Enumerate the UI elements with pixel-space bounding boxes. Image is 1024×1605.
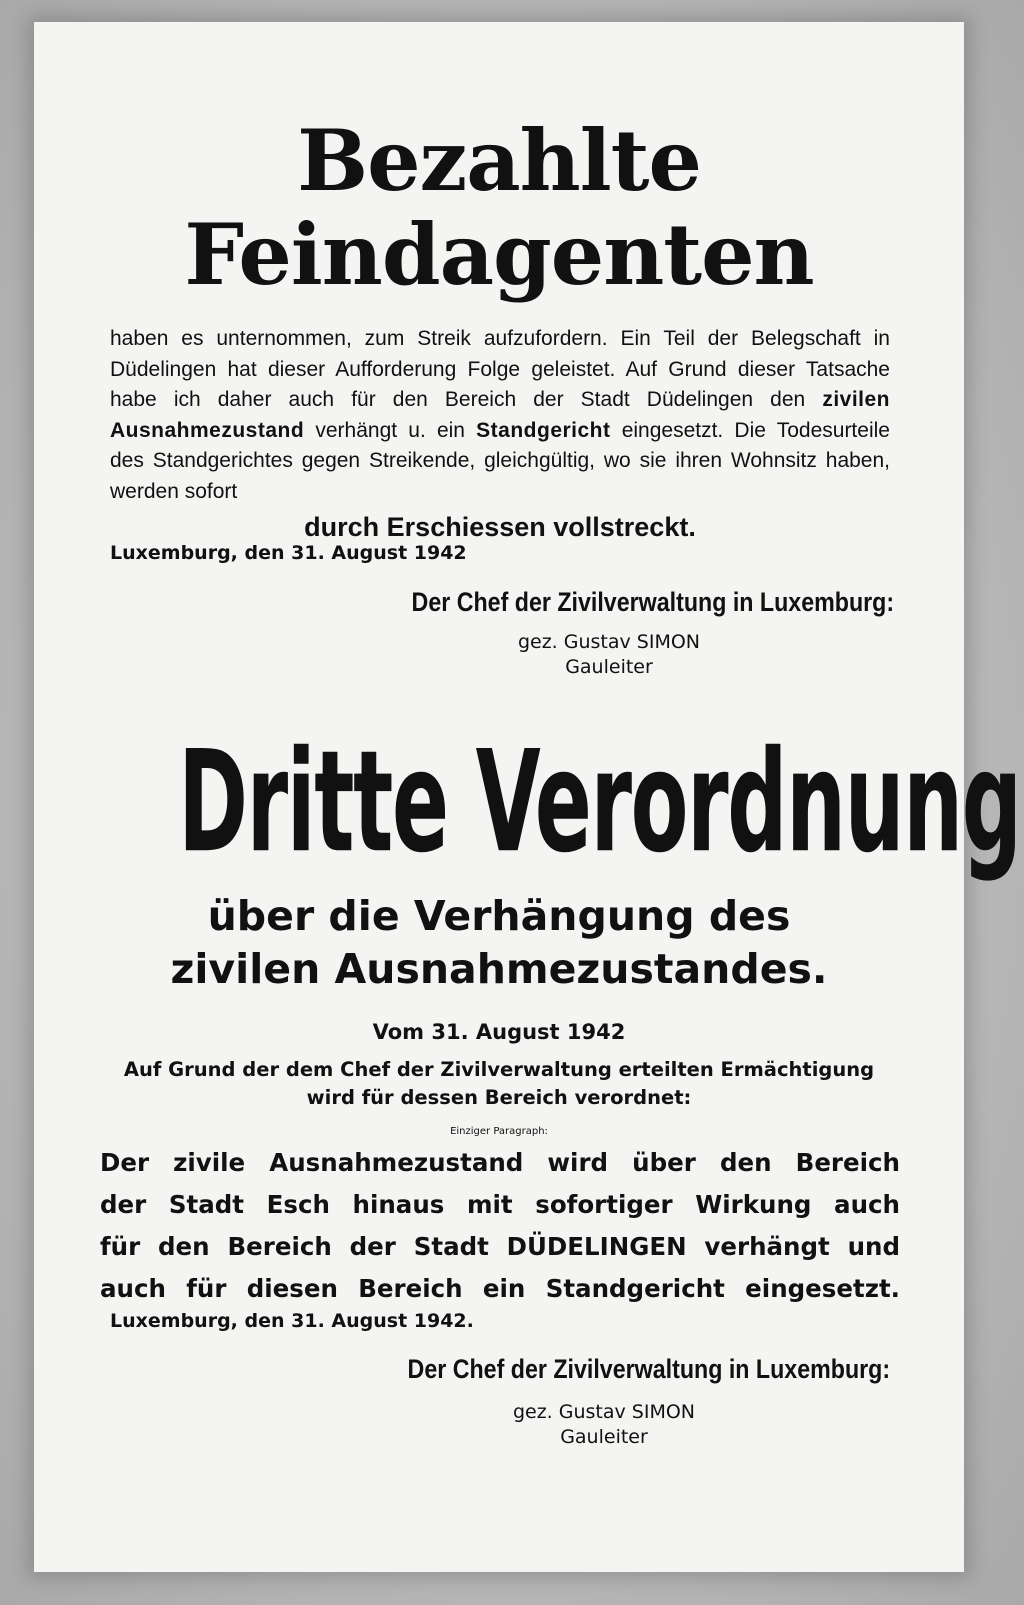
body2-line-2: der Stadt Esch hinaus mit sofortiger Wirkung auch: [100, 1190, 900, 1219]
notice2-subhead: [34, 890, 964, 996]
body-emphasis-standgericht: Standgericht: [476, 418, 611, 442]
notice2-date: Vom 31. August 1942: [372, 1020, 626, 1044]
body2-line-1: Der zivile Ausnahmezustand wird über den Bereich: [100, 1148, 900, 1177]
signature-rank: Gauleiter: [565, 656, 653, 678]
body2-line-3: für den Bereich der Stadt DÜDELINGEN verhängt und: [100, 1232, 900, 1261]
notice1-dateline: Luxemburg, den 31. August 1942: [110, 542, 467, 564]
subhead-line-1: über die Verhängung des: [207, 892, 791, 940]
subhead-line-2: zivilen Ausnahmezustandes.: [170, 945, 828, 993]
authority-line-2: wird für dessen Bereich verordnet:: [306, 1086, 692, 1109]
notice2-body: [100, 1142, 900, 1310]
notice1-signer-title: Der Chef der Zivilverwaltung in Luxemburg:: [411, 587, 894, 617]
headline-bezahlte-feindagenten: [34, 111, 964, 304]
poster-sheet: [34, 22, 1021, 1572]
notice2-authority: [34, 1056, 964, 1112]
notice2-signature: [454, 1400, 754, 1450]
body-text-part2: verhängt u. ein: [315, 418, 465, 442]
signature-rank: Gauleiter: [560, 1426, 648, 1448]
notice1-signature: [459, 630, 759, 680]
paragraph-label: Einziger Paragraph:: [450, 1126, 548, 1137]
headline-line-2: Feindagenten: [184, 205, 814, 304]
authority-line-1: Auf Grund der dem Chef der Zivilverwaltung erteilten Ermächtigung: [123, 1058, 875, 1081]
body-text-part1: haben es unternommen, zum Streik aufzufordern. Ein Teil der Belegschaft in Düdelingen hat dieser Aufforderung Folge geleistet. Auf Grund dieser Tatsache habe ich daher auch für den Bereich der Stadt Düdelingen den: [110, 327, 890, 411]
body-closing-line: durch Erschiessen vollstreckt.: [304, 512, 696, 542]
notice2-signer-title: Der Chef der Zivilverwaltung in Luxemburg:: [407, 1354, 890, 1384]
body2-line-4: auch für diesen Bereich ein Standgericht eingesetzt.: [100, 1274, 900, 1303]
signature-name: gez. Gustav SIMON: [517, 631, 701, 653]
headline-line-1: Bezahlte: [297, 111, 701, 210]
notice2-dateline: Luxemburg, den 31. August 1942.: [110, 1310, 474, 1332]
body-text-part3: eingesetzt. Die Todesurteile des Standgerichtes gegen Streikende, gleichgültig, wo sie ihren Wohnsitz haben, werden sofort: [110, 418, 890, 503]
headline-dritte-verordnung: Dritte Verordnung: [178, 720, 1021, 884]
body-emphasis-ausnahmezustand: zivilen Ausnahmezustand: [110, 388, 891, 442]
signature-name: gez. Gustav SIMON: [512, 1401, 696, 1423]
notice1-body: [110, 324, 890, 545]
